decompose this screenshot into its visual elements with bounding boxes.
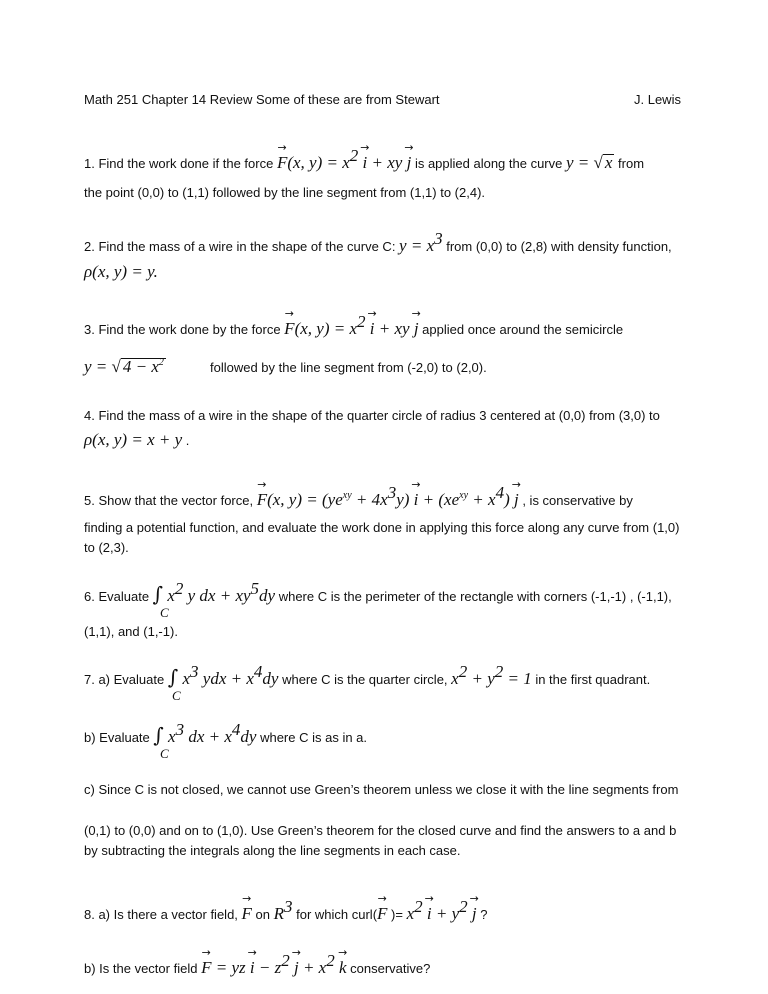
problem-1-force: → F(x, $y) = x^2 \to i$ + xy → j (277, 153, 411, 172)
problem-8a-curl-field: → F (377, 904, 387, 923)
problem-7b-integral-subscript: C (160, 746, 169, 761)
problem-5 (84, 483, 633, 509)
problem-3-semicircle: y = √ $4 - x^2$ (84, 357, 164, 376)
problem-1-curve: y = √ x (565, 153, 613, 172)
problem-4-line2: ρ(x, y) = x + y . (84, 430, 190, 449)
problem-2-tail: from (0,0) to (2,8) with density function, (442, 239, 672, 254)
document-title: Math 251 Chapter 14 Review Some of these are from Stewart (84, 92, 440, 107)
problem-8a-field: → F (242, 904, 252, 923)
problem-8b-tail: conservative? (346, 961, 431, 976)
problem-6 (84, 579, 672, 606)
problem-5-tail: , is conservative by (518, 493, 633, 508)
problem-1-lead: 1. Find the work done if the force (84, 156, 277, 171)
problem-6-continuation: (1,1), and (1,-1). (84, 624, 178, 639)
problem-7c-line3: by subtracting the integrals along the line segments in each case. (84, 843, 461, 858)
problem-7a-integral: ∫ $x^3$ ydx + $x^4dy$ (167, 662, 279, 689)
problem-8a-mid1: on (251, 907, 274, 922)
problem-3-tail: applied once around the semicircle (418, 322, 624, 337)
problem-7a-lead: 7. a) Evaluate (84, 672, 168, 687)
problem-8b-lead: b) Is the vector field (84, 961, 202, 976)
problem-3-continuation: followed by the line segment from (-2,0) to (2,0). (210, 360, 487, 375)
problem-8a-space: $R^3$ (273, 897, 293, 923)
problem-1-tail: from (614, 156, 645, 171)
problem-5-force: → F(x, $y) = (ye^{xy} + 4x^3y) \to i + (xe^{xy} + x^4) \to j$ (257, 490, 519, 509)
problem-8a (84, 897, 488, 923)
problem-7a-mid: where C is the quarter circle, (278, 672, 452, 687)
problem-8a-lead: 8. a) Is there a vector field, (84, 907, 242, 922)
problem-7a-tail: in the first quadrant. (531, 672, 651, 687)
problem-7b-lead: b) Evaluate (84, 730, 154, 745)
problem-1-continuation: the point (0,0) to (1,1) followed by the line segment from (1,1) to (2,4). (84, 185, 486, 200)
problem-2-curve: $y = x^3$ (399, 229, 443, 255)
problem-7a-integral-subscript: C (172, 688, 181, 703)
problem-1-mid: is applied along the curve (411, 156, 566, 171)
problem-2 (84, 229, 672, 255)
problem-7b-integral: ∫ $x^3$ dx + $x^4dy$ (153, 720, 257, 747)
problem-7a-circle: $x^2 + y^2 = 1$ (451, 662, 532, 688)
problem-5-line2: finding a potential function, and evaluate the work done in applying this force along any curve from (1,0) (84, 520, 680, 535)
problem-3-force: → F(x, $y) = x^2 \to i$ + xy → j (284, 319, 418, 338)
author-name: J. Lewis (634, 92, 681, 107)
problem-5-lead: 5. Show that the vector force, (84, 493, 257, 508)
problem-7b (84, 720, 368, 747)
problem-2-density: ρ(x, y) = y. (84, 262, 158, 281)
problem-6-integral-subscript: C (160, 605, 169, 620)
problem-4-line1: 4. Find the mass of a wire in the shape of the quarter circle of radius 3 centered at (0,0) from (3,0) to (84, 408, 660, 423)
problem-5-line3: to (2,3). (84, 540, 129, 555)
problem-8b-field: → F = yz → $i - z^2 \to j + x^2 \to k$ (201, 958, 346, 977)
problem-6-integral: ∫ $x^2$ y dx + $xy^5dy$ (152, 579, 276, 606)
problem-7c-line1: c) Since C is not closed, we cannot use Green’s theorem unless we close it with the line segments from (84, 782, 679, 797)
problem-6-tail: where C is the perimeter of the rectangle with corners (-1,-1) , (-1,1), (275, 589, 672, 604)
problem-3-lead: 3. Find the work done by the force (84, 322, 285, 337)
problem-4-density: ρ(x, y) = x + y (84, 430, 183, 449)
problem-2-lead: 2. Find the mass of a wire in the shape of the curve C: (84, 239, 400, 254)
problem-6-lead: 6. Evaluate (84, 589, 153, 604)
problem-8a-mid2: for which curl( (292, 907, 378, 922)
problem-7a (84, 662, 651, 689)
problem-7c-line2: (0,1) to (0,0) and on to (1,0). Use Green’s theorem for the closed curve and find the answers to a and b (84, 823, 677, 838)
problem-8a-tail: ? (476, 907, 488, 922)
problem-3 (84, 312, 624, 338)
problem-1 (84, 146, 645, 172)
problem-7b-tail: where C is as in a. (256, 730, 368, 745)
problem-8b (84, 951, 431, 977)
problem-8a-curl-value: $x^2 \to i + y^2 \to j$ (407, 904, 477, 923)
problem-8a-mid3: )= (387, 907, 407, 922)
